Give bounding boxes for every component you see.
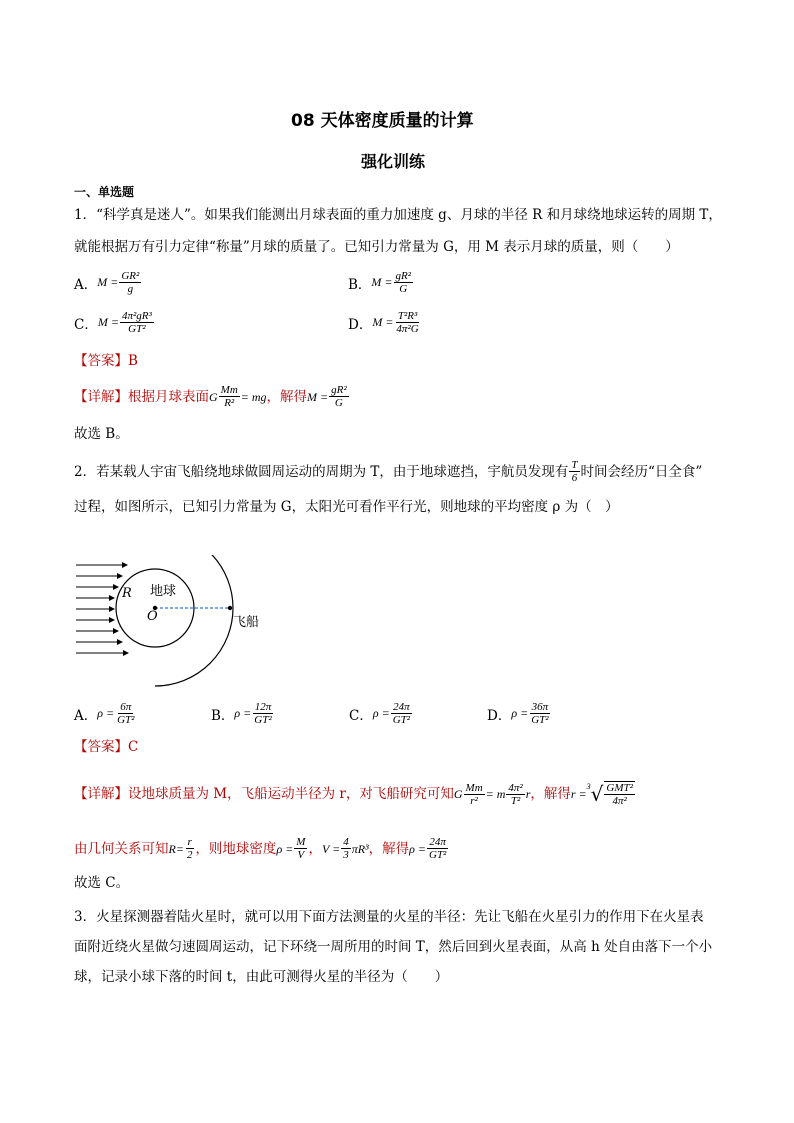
option-fraction: $\frac{\text{4π²gR³}}{\text{GT²}}$: [121, 310, 152, 335]
formula-fraction: $\frac{M}{V}$: [296, 836, 306, 861]
option-fraction: $\frac{24\pi}{\text{GT²}}$: [392, 701, 411, 726]
q2-conclusion: 故选 C。: [74, 875, 130, 891]
q2-detail-line-1: [74, 781, 636, 807]
q2-answer: 【答案】C: [74, 739, 139, 755]
formula-part: r: [525, 787, 531, 801]
option-label: D．: [487, 707, 512, 724]
page-title: 08 天体密度质量的计算: [291, 111, 474, 131]
question-2-line-2: 过程，如图所示，已知引力常量为 G，太阳光可看作平行光，则地球的平均密度 ρ 为（ ）: [74, 499, 619, 515]
formula-part: R=: [168, 841, 184, 856]
question-text: 时间会经历“日全食”: [580, 463, 703, 480]
option-fraction: $\frac{12\pi}{\text{GT²}}$: [254, 701, 272, 726]
formula-part: = mg: [240, 389, 267, 404]
option-label: A．: [74, 276, 98, 293]
formula-fraction: $\frac{T}{6}$: [571, 459, 578, 484]
option-lhs: M =: [97, 315, 119, 329]
center-label: O: [147, 609, 158, 624]
q1-option-b: [348, 270, 414, 295]
q2-detail-line-2: [74, 836, 449, 861]
root-index: 3: [586, 782, 591, 791]
question-3-line-2: 面附近绕火星做匀速圆周运动，记下环绕一周所用的时间 T，然后回到火星表面，从高 h 处自由落下一个小: [74, 939, 713, 955]
option-lhs: M =: [97, 275, 119, 289]
option-label: C．: [349, 707, 373, 724]
formula-fraction: $\frac{4}{3}$: [343, 836, 349, 861]
option-label: D．: [348, 316, 373, 333]
formula-part: ρ =: [276, 841, 294, 856]
formula-part: G: [453, 787, 463, 801]
option-lhs: M =: [371, 275, 393, 289]
q1-option-a: [74, 270, 142, 295]
formula-part: ρ =: [409, 841, 426, 856]
q1-conclusion: 故选 B。: [74, 426, 129, 442]
ship-label: 飞船: [233, 615, 260, 630]
option-lhs: ρ =: [234, 706, 252, 720]
q1-option-c: [74, 310, 155, 335]
orbit-arc: [155, 555, 233, 686]
detail-text: 【详解】根据月球表面: [74, 388, 209, 405]
formula-fraction: $\frac{Mm}{\text{R²}}$: [220, 384, 238, 409]
option-lhs: M =: [372, 315, 394, 329]
option-fraction: $\frac{\text{gR²}}{G}$: [395, 270, 412, 295]
ship-point: [228, 606, 232, 610]
formula-fraction: $\frac{\text{GMT²}}{\text{4π²}}$: [606, 782, 633, 807]
question-3-line-1: 3．火星探测器着陆火星时，就可以用下面方法测量的火星的半径：先让飞船在火星引力的作用下在火星表: [74, 909, 704, 925]
section-heading: 一、单选题: [74, 185, 135, 199]
q2-option-d: [487, 701, 552, 726]
option-fraction: $\frac{6\pi}{\text{GT²}}$: [117, 701, 135, 726]
option-lhs: ρ =: [511, 706, 529, 720]
detail-text: ，解得: [530, 786, 571, 802]
page-subtitle: 强化训练: [361, 152, 426, 171]
question-3-line-3: 球，记录小球下落的时间 t，由此可测得火星的半径为（ ）: [74, 969, 449, 985]
question-text: 2．若某载人宇宙飞船绕地球做圆周运动的周期为 T，由于地球遮挡，宇航员发现有: [74, 463, 569, 480]
detail-text: ，解得: [266, 388, 308, 405]
formula-part: r =: [570, 787, 587, 801]
option-label: B．: [211, 707, 235, 724]
formula-fraction: $\frac{r}{2}$: [186, 836, 193, 861]
option-lhs: ρ =: [97, 706, 115, 720]
formula-part: M =: [307, 389, 329, 404]
formula-fraction: $\frac{\text{gR²}}{G}$: [331, 384, 347, 409]
question-2-line-1: [74, 459, 702, 484]
formula-part: G: [209, 389, 218, 404]
question-1-line-1: 1．“科学真是迷人”。如果我们能测出月球表面的重力加速度 g、月球的半径 R 和月球绕地球运转的周期 T，: [74, 207, 722, 223]
option-label: B．: [348, 276, 372, 293]
formula-part: V =: [321, 841, 341, 856]
question-1-line-2: 就能根据万有引力定律“称量”月球的质量了。已知引力常量为 G，用 M 表示月球的质量，则（ ）: [74, 239, 679, 255]
q2-option-b: [211, 701, 275, 726]
option-label: A．: [74, 707, 98, 724]
option-lhs: ρ =: [372, 706, 390, 720]
q2-option-c: [349, 701, 413, 726]
earth-label: 地球: [150, 584, 177, 599]
formula-fraction: $\frac{\text{4π²}}{\text{T²}}$: [508, 781, 523, 807]
formula-part: = m: [485, 787, 506, 801]
formula-fraction: $\frac{24\pi}{\text{GT²}}$: [429, 836, 447, 861]
radical-sign: √: [590, 782, 604, 806]
detail-text: 由几何关系可知: [74, 840, 169, 857]
radius-label: R: [122, 586, 132, 601]
q1-option-d: [348, 310, 422, 335]
formula-part: πR³: [351, 841, 369, 856]
q1-detail: [74, 384, 350, 409]
q2-option-a: [74, 701, 137, 726]
formula-fraction: $\frac{Mm}{\text{r²}}$: [465, 781, 483, 807]
option-fraction: $\frac{\text{T²R³}}{\text{4π²G}}$: [396, 310, 419, 335]
option-fraction: $\frac{36\pi}{\text{GT²}}$: [531, 701, 549, 726]
sunlight-arrows: [76, 565, 128, 653]
detail-text: ，: [308, 840, 322, 857]
option-fraction: $\frac{\text{GR²}}{g}$: [121, 270, 140, 295]
detail-text: ，则地球密度: [195, 840, 277, 857]
detail-text: 【详解】设地球质量为 M，飞船运动半径为 r，对飞船研究可知: [74, 786, 454, 802]
option-label: C．: [74, 316, 98, 333]
q1-answer: 【答案】B: [74, 353, 138, 369]
detail-text: ，解得: [368, 840, 410, 857]
